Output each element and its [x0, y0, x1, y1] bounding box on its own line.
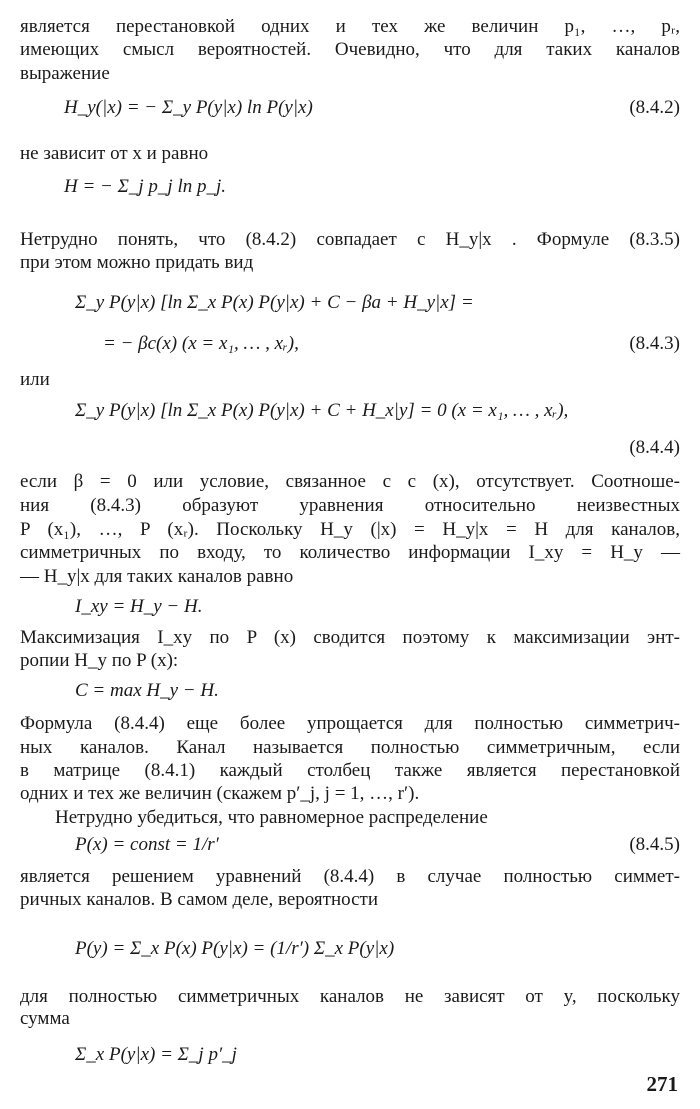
- text-line: является решением уравнений (8.4.4) в случае полностью симмет-: [20, 866, 680, 887]
- text-line: Нетрудно убедиться, что равномерное распределение: [55, 807, 488, 828]
- text-line: Максимизация I_xy по P (x) сводится поэтому к максимизации энт-: [20, 627, 680, 648]
- formula-8-4-2: H_y(|x) = − Σ_y P(y|x) ln P(y|x): [64, 97, 313, 118]
- text-line: или: [20, 369, 50, 390]
- text-line: ропии H_y по P (x):: [20, 650, 179, 671]
- formula-8-4-3-line1: Σ_y P(y|x) [ln Σ_x P(x) P(y|x) + C − βa + H_y|x] =: [75, 292, 474, 313]
- text-line: Нетрудно понять, что (8.4.2) совпадает с H_y|x . Формуле (8.3.5): [20, 229, 680, 250]
- text-line: ричных каналов. В самом деле, вероятности: [20, 889, 378, 910]
- formula-entropy: H = − Σ_j p_j ln p_j.: [64, 176, 227, 197]
- equation-number: (8.4.4): [629, 437, 680, 458]
- equation-number: (8.4.2): [629, 97, 680, 118]
- formula-capacity: C = max H_y − H.: [75, 680, 219, 701]
- formula-py: P(y) = Σ_x P(x) P(y|x) = (1/r′) Σ_x P(y|x): [75, 938, 395, 959]
- formula-information: I_xy = H_y − H.: [75, 596, 203, 617]
- text-line: при этом можно придать вид: [20, 252, 254, 273]
- text-line: является перестановкой одних и тех же величин p₁, …, pᵣ,: [20, 16, 680, 37]
- text-line: не зависит от x и равно: [20, 143, 209, 164]
- equation-number: (8.4.3): [629, 333, 680, 354]
- equation-number: (8.4.5): [629, 834, 680, 855]
- text-line: симметричных по входу, то количество информации I_xy = H_y —: [20, 542, 680, 563]
- formula-8-4-3-line2: = − βc(x) (x = x₁, … , xᵣ),: [103, 333, 299, 354]
- text-line: ных каналов. Канал называется полностью симметричным, если: [20, 737, 680, 758]
- text-line: выражение: [20, 63, 110, 84]
- page-number: 271: [646, 1072, 678, 1096]
- text-line: сумма: [20, 1008, 70, 1029]
- text-line: одних и тех же величин (скажем p′_j, j = 1, …, r′).: [20, 783, 420, 804]
- text-line: ния (8.4.3) образуют уравнения относительно неизвестных: [20, 495, 680, 516]
- text-line: для полностью симметричных каналов не зависят от y, поскольку: [20, 986, 680, 1007]
- text-line: если β = 0 или условие, связанное с c (x), отсутствует. Соотноше-: [20, 471, 680, 492]
- text-line: Формула (8.4.4) еще более упрощается для полностью симметрич-: [20, 713, 680, 734]
- text-line: имеющих смысл вероятностей. Очевидно, что для таких каналов: [20, 39, 680, 60]
- text-line: в матрице (8.4.1) каждый столбец также является перестановкой: [20, 760, 680, 781]
- formula-8-4-4: Σ_y P(y|x) [ln Σ_x P(x) P(y|x) + C + H_x|y] = 0 (x = x₁, … , xᵣ),: [75, 400, 569, 421]
- formula-8-4-5: P(x) = const = 1/r′: [75, 834, 219, 855]
- formula-sum: Σ_x P(y|x) = Σ_j p′_j: [75, 1044, 237, 1065]
- text-line: — H_y|x для таких каналов равно: [20, 566, 294, 587]
- text-line: P (x₁), …, P (xᵣ). Поскольку H_y (|x) = H_y|x = H для каналов,: [20, 519, 680, 540]
